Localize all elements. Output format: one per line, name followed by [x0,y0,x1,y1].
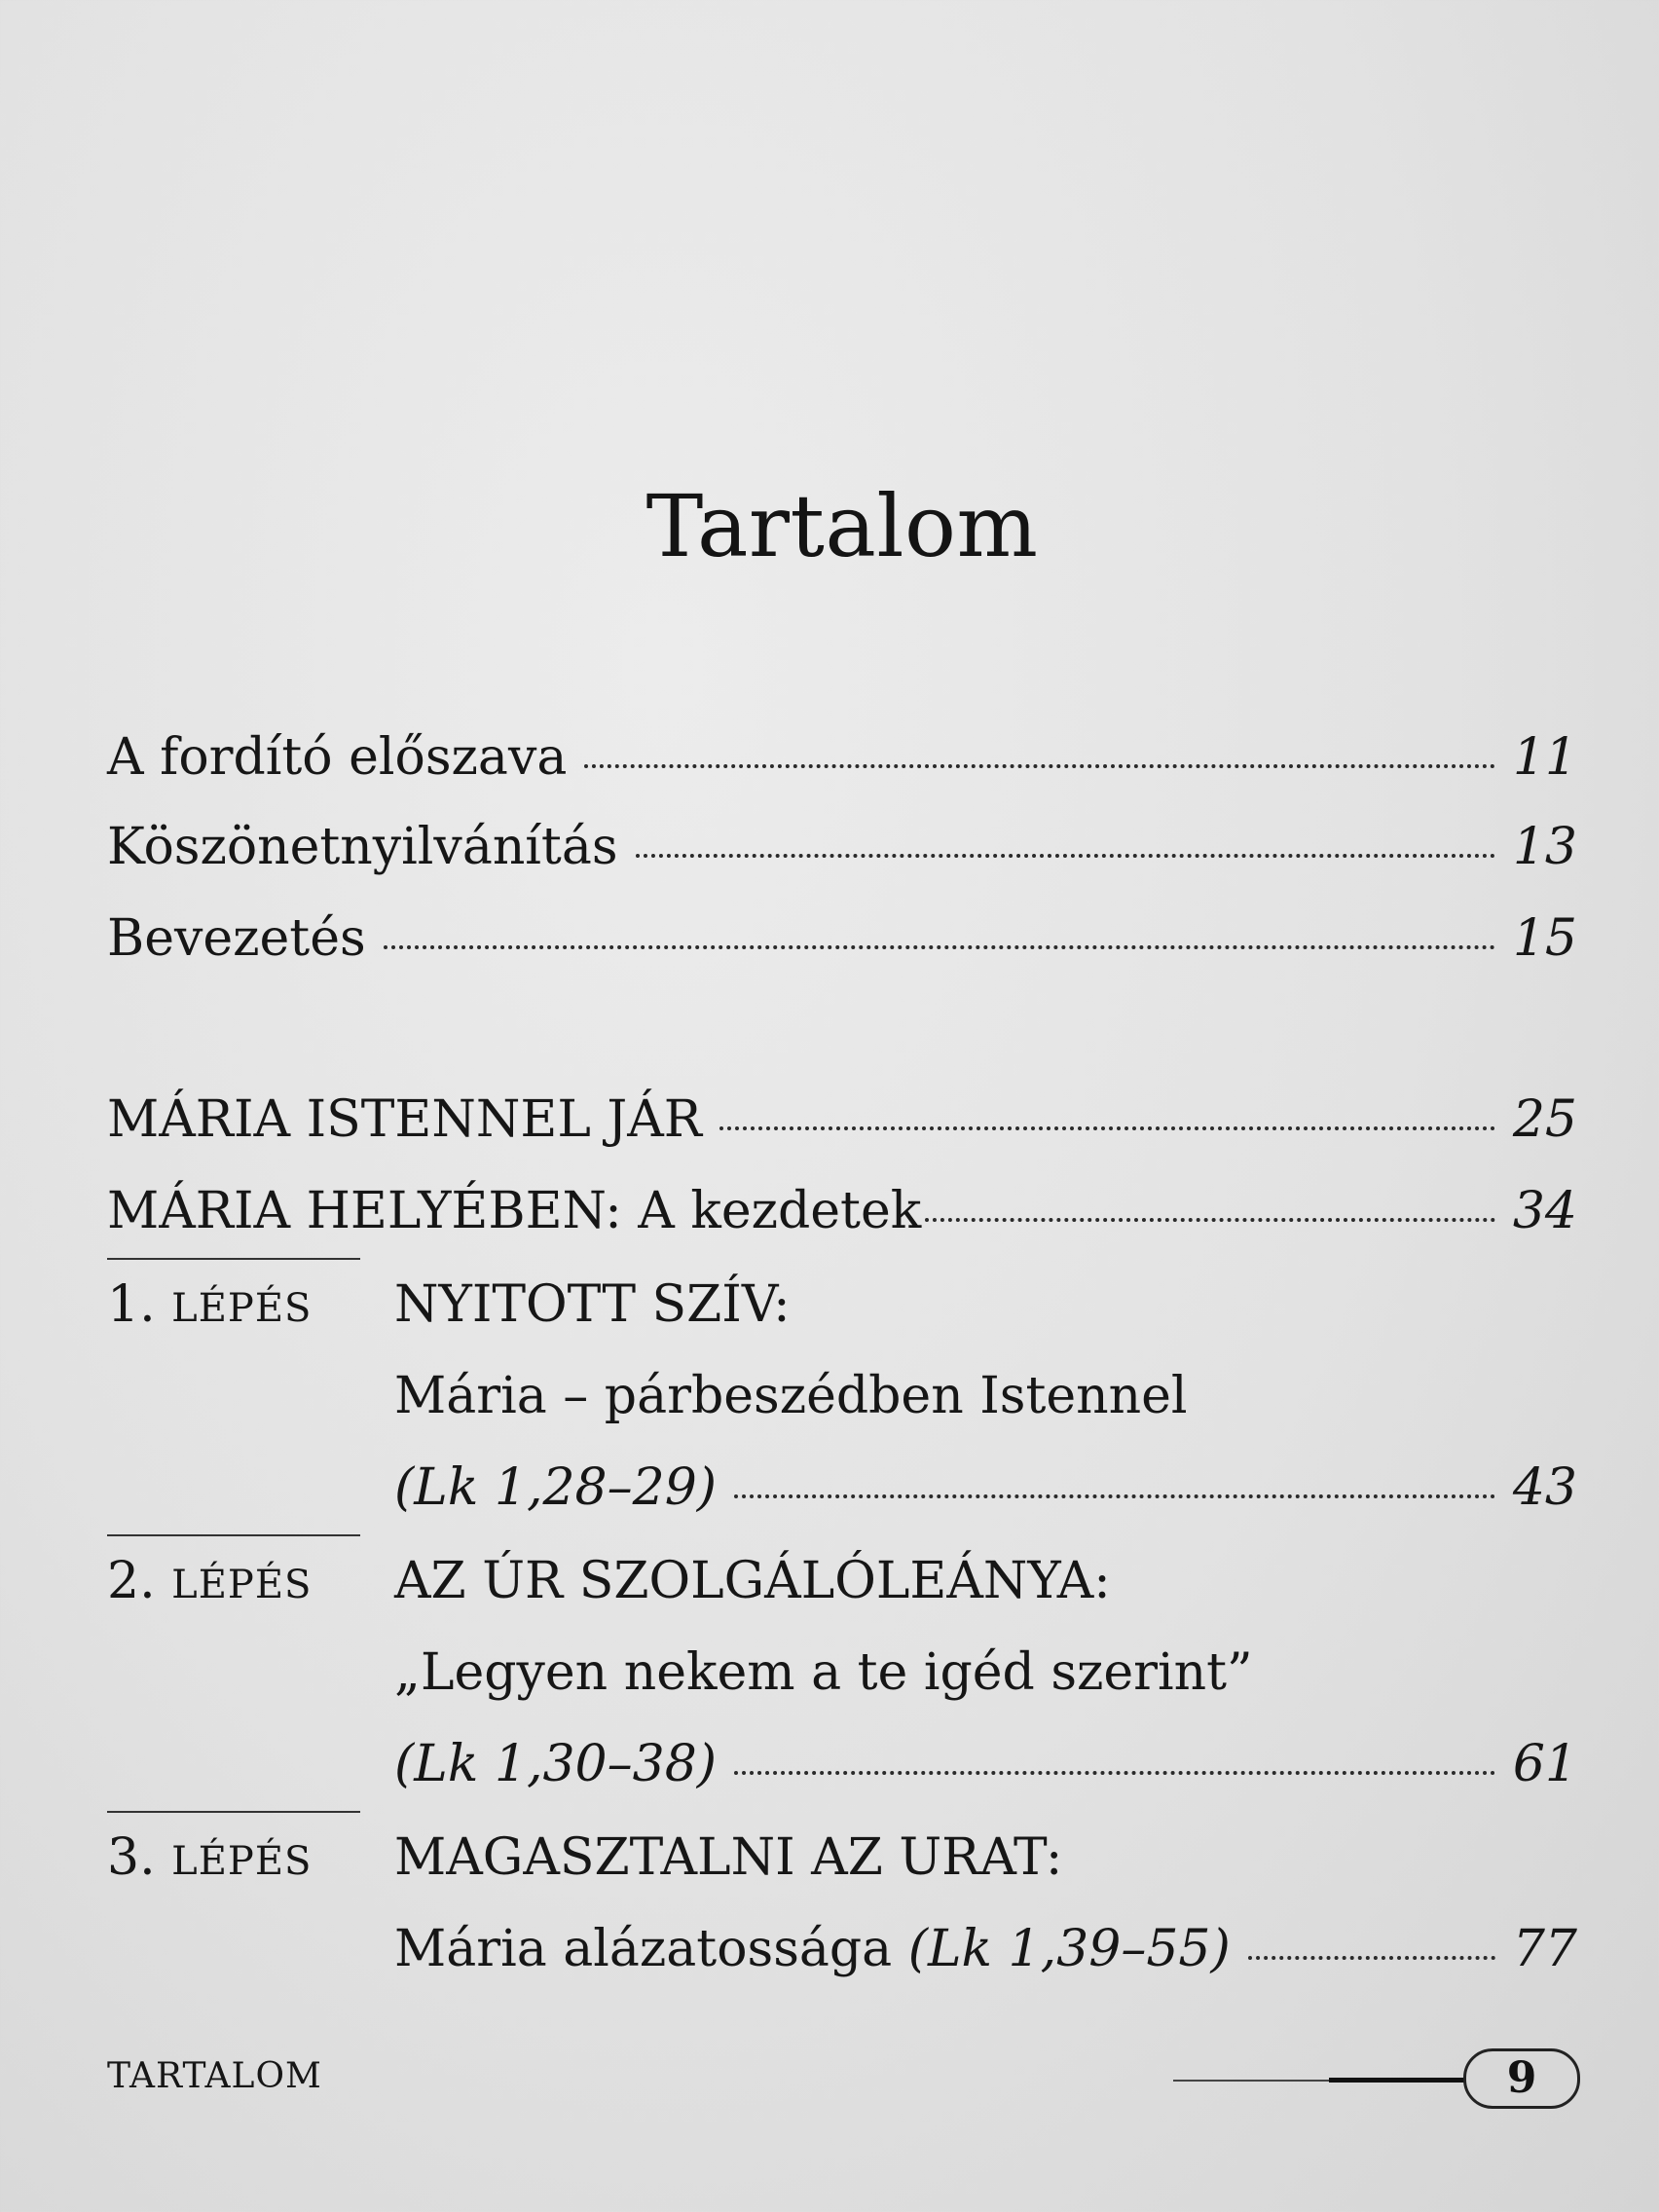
step-subtitle-2: „Legyen nekem a te igéd szerint” [394,1643,1253,1702]
toc-entry-introduction[interactable] [107,900,1577,977]
step-label-2 [107,1542,312,1624]
step-reference: (Lk 1,30–38) [394,1735,718,1793]
toc-entry-page: 15 [1512,909,1577,968]
footer-rule [1173,2080,1329,2082]
toc-entry-label: Köszönetnyilvánítás [107,818,618,876]
step-divider [107,1811,360,1813]
step-label-3 [107,1819,312,1900]
dot-leader [719,1126,1495,1130]
toc-entry-page: 34 [1512,1182,1577,1240]
step-number: 2. [107,1552,156,1610]
step-title-3: MAGASZTALNI AZ URAT: [394,1828,1063,1887]
dot-leader [584,764,1495,768]
step-subtitle: Mária alázatossága [394,1920,893,1978]
toc-entry-acknowledgements[interactable] [107,808,1577,886]
dot-leader [636,854,1495,858]
step-number: 3. [107,1828,156,1887]
dot-leader [734,1771,1495,1775]
toc-entry-label: A fordító előszava [107,728,568,787]
step-number: 1. [107,1275,156,1334]
toc-entry-page: 11 [1512,728,1577,787]
toc-entry-label: MÁRIA ISTENNEL JÁR [107,1090,702,1149]
toc-entry-step-1[interactable] [394,1449,1577,1527]
toc-entry-maria-istennel-jar[interactable] [107,1081,1577,1159]
toc-entry-label: MÁRIA HELYÉBEN: A kezdetek [107,1182,922,1240]
step-title-1: NYITOTT SZÍV: [394,1275,791,1334]
toc-entry-maria-helyeben[interactable] [107,1172,1577,1250]
toc-entry-step-3[interactable] [394,1910,1577,1988]
toc-entry-page: 13 [1512,818,1577,876]
step-word: LÉPÉS [171,1286,313,1331]
toc-entry-label: Bevezetés [107,909,366,968]
toc-entry-foreword[interactable] [107,719,1577,796]
toc-entry-page: 25 [1512,1090,1577,1149]
step-label-1 [107,1266,312,1347]
step-title-2: AZ ÚR SZOLGÁLÓLEÁNYA: [394,1552,1111,1610]
toc-entry-step-2[interactable] [394,1725,1577,1803]
dot-leader [925,1218,1495,1222]
toc-entry-page: 43 [1512,1458,1577,1517]
toc-entry-page: 77 [1512,1920,1577,1978]
toc-entry-page: 61 [1512,1735,1577,1793]
footer-rule-accent [1329,2078,1465,2083]
page-title: Tartalom [645,475,1039,576]
step-divider [107,1534,360,1536]
step-reference: (Lk 1,39–55) [907,1920,1231,1978]
step-subtitle-1: Mária – párbeszédben Istennel [394,1367,1188,1425]
step-divider [107,1258,360,1260]
page-number-badge: 9 [1463,2048,1580,2109]
dot-leader [1248,1956,1495,1960]
dot-leader [384,945,1495,949]
step-word: LÉPÉS [171,1563,313,1607]
step-word: LÉPÉS [171,1839,313,1884]
dot-leader [734,1494,1495,1498]
running-footer: TARTALOM [107,2056,322,2096]
step-subtitle-3 [394,1910,1231,1988]
step-reference: (Lk 1,28–29) [394,1458,718,1517]
